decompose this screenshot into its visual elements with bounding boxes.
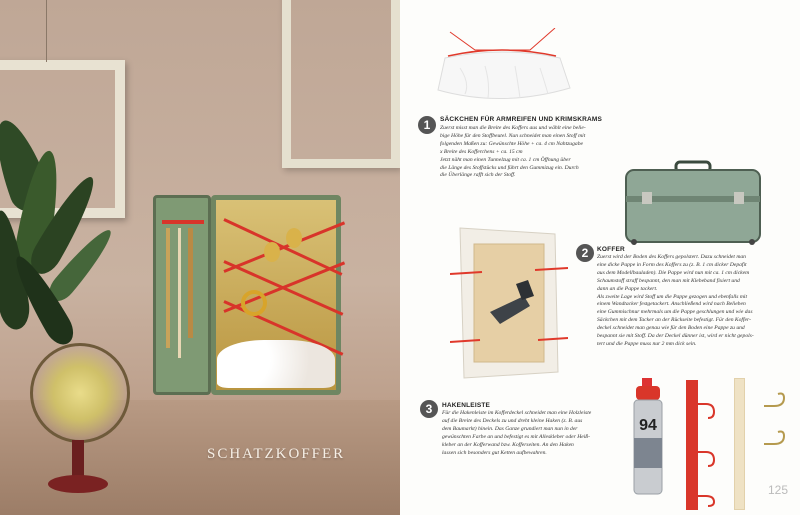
step-1-text: Zuerst misst man die Breite des Koffers aus und wählt eine belie- bige Höhe für den Stoffbeutel. Nun schneidet man einen Stoff mit folgenden Maßen zu: Gewünschte Höhe + ca. 4 cm Nahtzugabe x Breite des Kofferchens + ca. 15 cm Jetzt näht man einen Tunnelzug mit ca. 1 cm Öffnung über die Länge des Stoffstücks und führt den Gummizug ein. Durch die Überlänge rafft sich der Stoff. [440,125,586,179]
bangle [241,290,267,316]
screw-hooks-icon [760,392,790,462]
fabric-pouch [217,340,335,388]
step-3-badge: 3 [420,400,438,418]
step-2-badge: 2 [576,244,594,262]
step-2-text: Zuerst wird der Boden des Koffers gepolstert. Dazu schneidet man eine dicke Pappe in Form des Koffers zu (z. B. 1 cm dicker Depafit aus dem Modellbauladen). Die Pappe wird nun mit ca. 1 cm dickem Schaumstoff straff bespannt, den man mit Klebeband fixiert und dann an die Pappe tackert. Als zweite Lage wird Stoff um die Pappe gezogen und ebenfalls mit einem Wandtacker festgetackert. Anschließend wird nach Belieben eine Gummischnur mehrmals um die Pappe geschlungen und wie das Säckchen mit dem Tacker an der Rückseite befestigt. Für den Koffer- deckel schneidet man genau wie für den Boden eine Pappe zu und bespannt sie mit Stoff. Da der Deckel dünner ist, wird er nicht gepols- tert und die Pappe muss nur 2 mm dick sein. [597,254,754,347]
hanging-wire [46,0,47,62]
padded-board-image [450,222,568,384]
page-number: 125 [767,483,788,497]
earring [264,242,280,262]
step-2-title: KOFFER [597,246,625,253]
photo-caption: SCHATZKOFFER [207,446,346,462]
fabric-pouch-image [430,28,575,100]
step-1-title: SÄCKCHEN FÜR ARMREIFEN UND KRIMSKRAMS [440,116,603,123]
step-3-title: HAKENLEISTE [442,402,491,409]
step-1-badge: 1 [418,116,436,134]
spray-can-image [628,378,668,496]
wooden-strip [734,378,745,510]
green-suitcase-image [622,160,764,250]
open-suitcase [153,195,343,395]
hooks-icon [696,398,720,508]
suitcase-lid [153,195,211,395]
step-3-text: Für die Hakenleiste im Kofferdeckel schneidet man eine Holzleiste auf die Breite des Deckels zu und dreht kleine Haken (z. B. aus dem Baumarkt) hinein. Das Ganze grundiert man nun in der gewünschten Farbe an und befestigt es mit Alleskleber oder Heiß- kleber an der Kofferwand bzw. Kofferseiten. An den Haken lassen sich besonders gut Ketten aufbewahren. [442,410,592,456]
empty-picture-frame-right [282,0,400,168]
earring [286,228,302,248]
spray-can-label: 94 [639,417,657,434]
